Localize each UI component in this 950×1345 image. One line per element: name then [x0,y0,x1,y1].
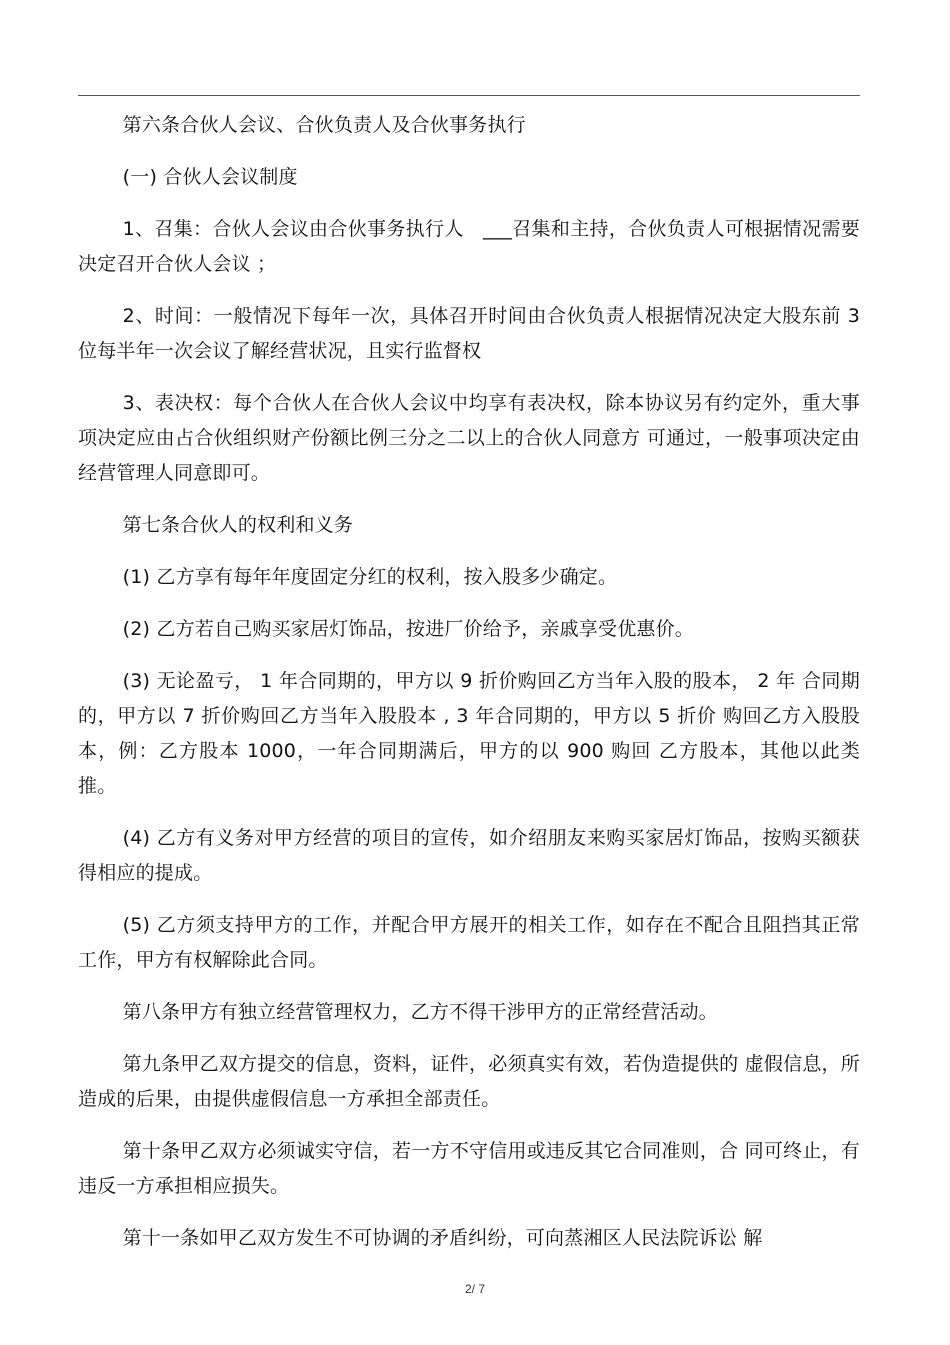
page-number: 2/ 7 [464,1282,485,1296]
right-item-1: (1) 乙方享有每年年度固定分红的权利，按入股多少确定。 [122,566,618,588]
clause-voting: 3、表决权：每个合伙人在合伙人会议中均享有表决权，除本协议另有约定外，重大事项决定应由占合伙组织财产份额比例三分之二以上的合伙人同意方 可通过，一般事项决定由经营管理人同意即可。 [78,392,860,484]
right-item-4: (4) 乙方有义务对甲方经营的项目的宣传，如介绍朋友来购买家居灯饰品，按购买额获得相应的提成。 [78,827,860,884]
right-item-2: (2) 乙方若自己购买家居灯饰品，按进厂价给予，亲戚享受优惠价。 [122,618,694,640]
clause-time: 2、时间：一般情况下每年一次，具体召开时间由合伙负责人根据情况决定大股东前 3 位每半年一次会议了解经营状况，且实行监督权 [78,305,860,362]
article-11: 第十一条如甲乙双方发生不可协调的矛盾纠纷，可向蒸湘区人民法院诉讼 解 [122,1227,763,1249]
document-body [78,108,860,1273]
right-item-5: (5) 乙方须支持甲方的工作，并配合甲方展开的相关工作，如存在不配合且阻挡其正常工作，甲方有权解除此合同。 [78,914,860,971]
article-6-heading: 第六条合伙人会议、合伙负责人及合伙事务执行 [122,114,526,136]
article-8: 第八条甲方有独立经营管理权力，乙方不得干涉甲方的正常经营活动。 [122,1001,718,1023]
clause-convening: 1、召集：合伙人会议由合伙事务执行人 ___召集和主持，合伙负责人可根据情况需要决定召开合伙人会议 ； [78,218,860,275]
article-9: 第九条甲乙双方提交的信息，资料，证件，必须真实有效，若伪造提供的 虚假信息，所造成的后果，由提供虚假信息一方承担全部责任。 [78,1053,860,1110]
article-10: 第十条甲乙双方必须诚实守信，若一方不守信用或违反其它合同准则，合 同可终止，有违反一方承担相应损失。 [78,1140,860,1197]
right-item-3: (3) 无论盈亏， 1 年合同期的，甲方以 9 折价购回乙方当年入股的股本， 2 年 合同期的，甲方以 7 折价购回乙方当年入股股本 , 3 年合同期的，甲方以 5 折价 购回乙方入股股本，例：乙方股本 1000，一年合同期满后，甲方的以 900 购回 乙方股本，其他以此类推。 [78,670,860,797]
section-1-heading: (一) 合伙人会议制度 [122,166,298,188]
header-rule [78,95,860,96]
article-7-heading: 第七条合伙人的权利和义务 [122,514,354,536]
